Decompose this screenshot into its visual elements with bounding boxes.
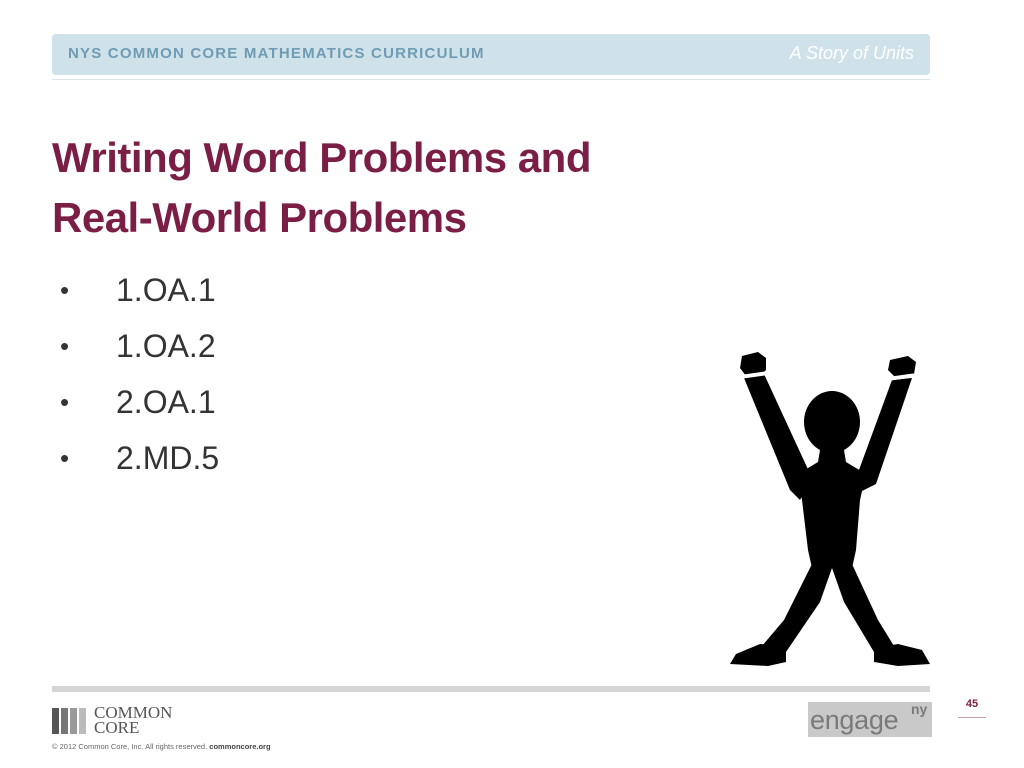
engage-ny-logo: [808, 702, 932, 737]
slide-title-line-2: Real-World Problems: [52, 194, 467, 241]
logo-text-line-2: CORE: [94, 718, 140, 737]
engage-logo-word: engage: [810, 705, 899, 735]
bullet-icon: •: [60, 386, 70, 417]
list-item: [60, 430, 219, 486]
standards-list: [60, 262, 219, 486]
logo-bars-icon: [52, 706, 88, 734]
list-item-label: 2.MD.5: [116, 439, 220, 476]
copyright-site: commoncore.org: [209, 742, 271, 751]
engage-logo-suffix: ny: [911, 701, 928, 717]
slide-title-line-1: Writing Word Problems and: [52, 134, 591, 181]
list-item-label: 1.OA.1: [116, 271, 216, 308]
module-label: A Story of Units: [789, 43, 914, 63]
header-bar: [52, 34, 930, 75]
copyright-text: © 2012 Common Core, Inc. All rights reserved.: [52, 742, 208, 751]
common-core-logo: [52, 703, 172, 737]
page-number: 45: [965, 698, 979, 710]
footer-divider: [52, 686, 930, 692]
list-item: [60, 318, 219, 374]
curriculum-label: NYS COMMON CORE MATHEMATICS CURRICULUM: [68, 45, 485, 62]
header-divider: [52, 79, 930, 80]
page-number-underline: [958, 717, 986, 718]
bullet-icon: •: [60, 442, 70, 473]
list-item-label: 2.OA.1: [116, 383, 216, 420]
bullet-icon: •: [60, 330, 70, 361]
list-item: [60, 374, 219, 430]
logo-text-line-1: COMMON: [94, 703, 173, 722]
bullet-icon: •: [60, 274, 70, 305]
copyright-notice: [52, 742, 271, 751]
list-item: [60, 262, 219, 318]
list-item-label: 1.OA.2: [116, 327, 216, 364]
slide-title: [52, 128, 752, 248]
person-arms-raised-icon: [728, 350, 934, 668]
